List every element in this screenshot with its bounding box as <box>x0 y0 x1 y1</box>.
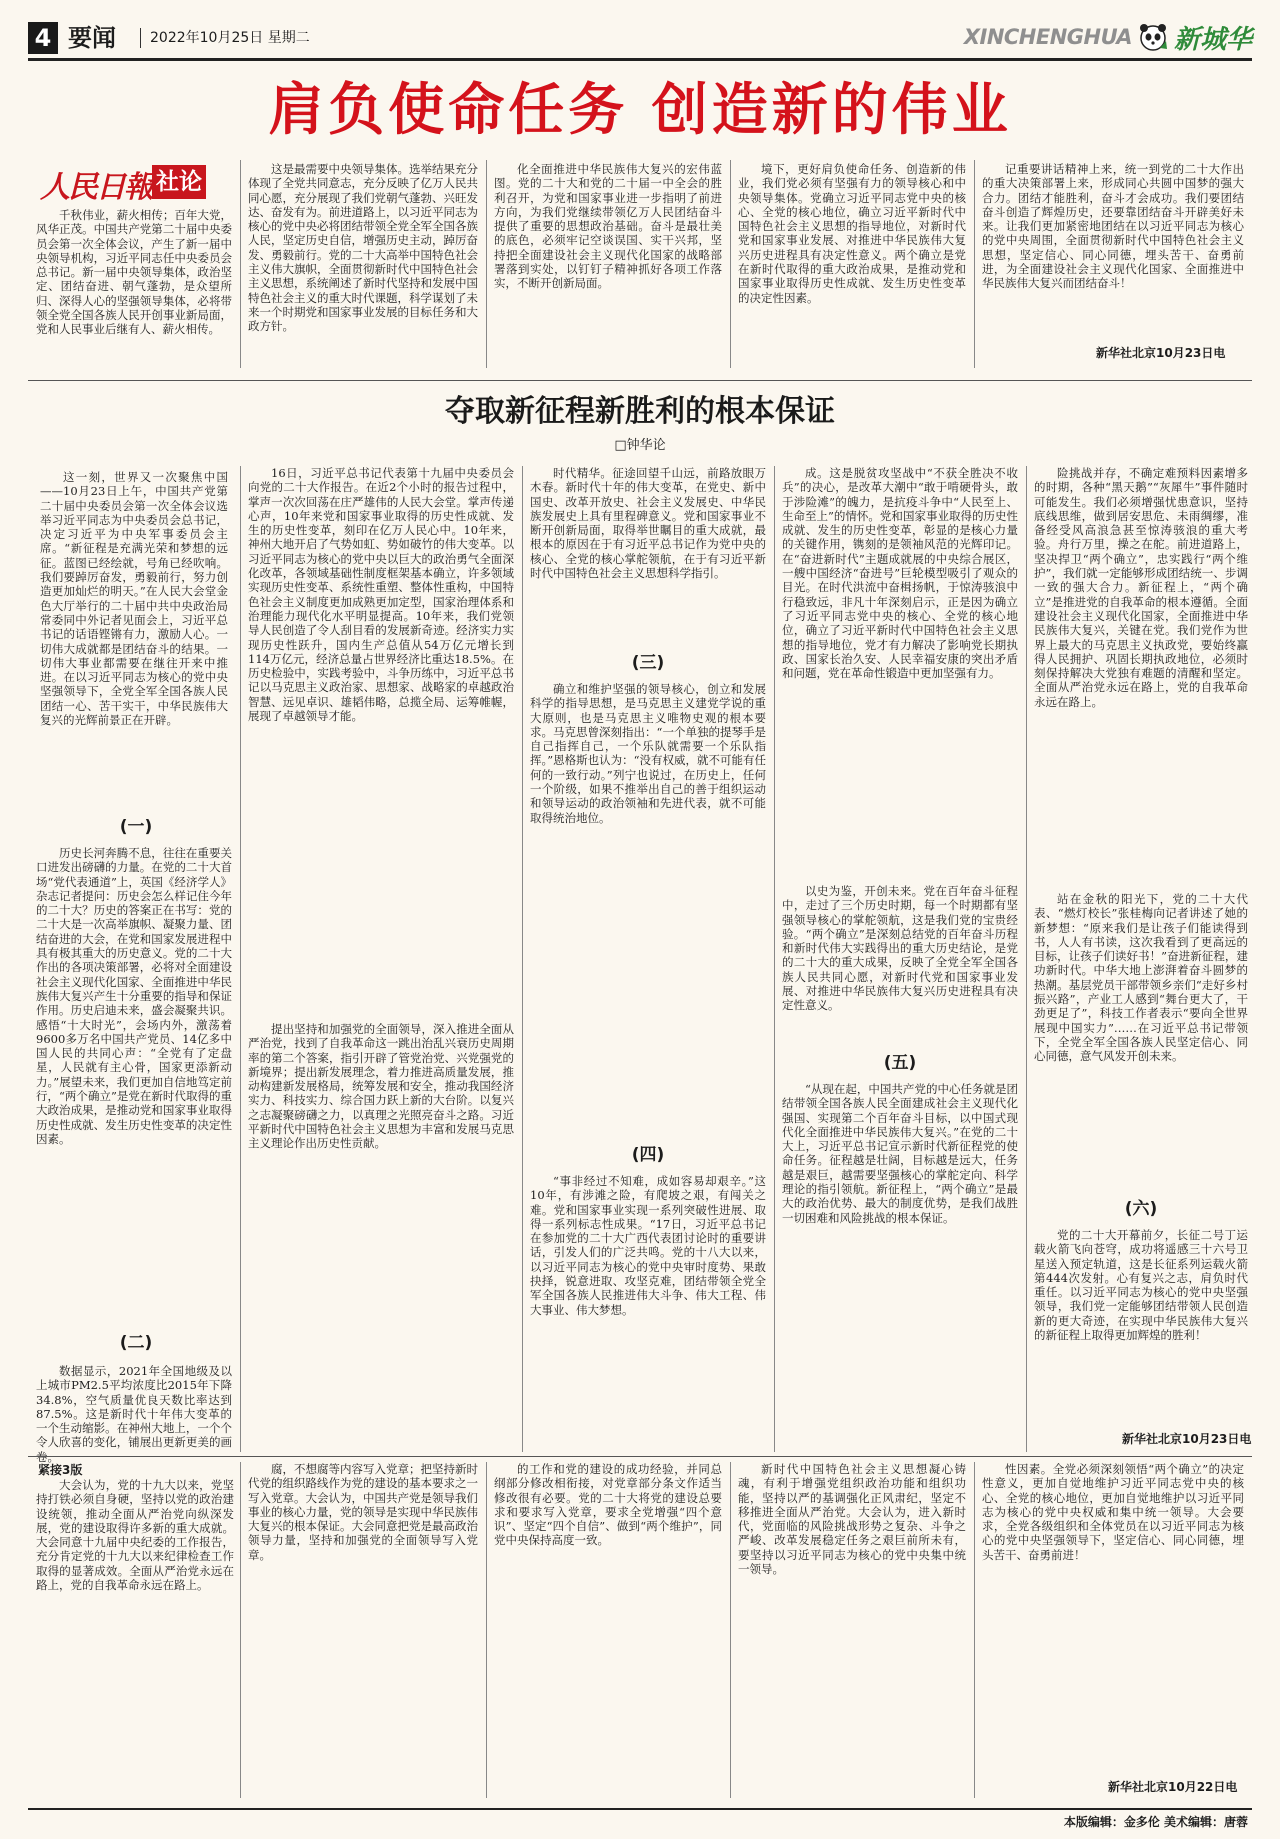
column-divider <box>774 466 775 1452</box>
continued-column-5: 性因素。全党必须深刻领悟“两个确立”的决定性意义，更加自觉地维护习近平同志党中央的核心、全党的核心地位，更加自觉地维护以习近平同志为核心的党中央权威和集中统一领导。大会要求，全党各级组织和全体党员在以习近平同志为核心的党中央坚强领导下，坚定信心、同心同德，埋头苦干、奋勇前进！ <box>982 1462 1244 1562</box>
continued-column-3: 的工作和党的建设的成功经验，并同总纲部分修改相衔接，对党章部分条文作适当修改很有必要。党的二十大将党的建设总要求和要求写入党章，要求全党增强“四个意识”、坚定“四个自信”、做到“两个维护”，同党中央保持高度一致。 <box>494 1462 722 1548</box>
commentary-intro: 这一刻，世界又一次聚焦中国——10月23日上午，中国共产党第二十届中央委员会第一次全体会议选举习近平同志为中央委员会总书记，决定习近平为中央军事委员会主席。“新征程是充满光荣和梦想的远征。蓝图已经绘就，号角已经吹响。我们要踔厉奋发，勇毅前行，努力创造更加灿烂的明天。”在人民大会堂金色大厅举行的二十届中共中央政治局常委同中外记者见面会上，习近平总书记的话语铿锵有力，激励人心。一切伟大成就都是团结奋斗的结果。一切伟大事业都需要在继往开来中推进。在以习近平同志为核心的党中央坚强领导下，全党全军全国各族人民团结一心、苦干实干，中华民族伟大复兴的光辉前景正在开辟。 <box>40 470 228 728</box>
column-divider <box>486 160 487 368</box>
logo-masthead: 人民日報 <box>40 170 152 205</box>
page-number: 4 <box>28 22 58 54</box>
footer-rule <box>28 1808 1252 1810</box>
editorial-column-2: 这是最需要中央领导集体。选举结果充分体现了全党共同意志，充分反映了亿万人民共同心愿，充分展现了我们党朝气蓬勃、兴旺发达、奋发有为。前进道路上，以习近平同志为核心的党中央必将团结带领全党全军全国各族人民，坚定历史自信，增强历史主动，踔厉奋发、勇毅前行。党的二十大高举中国特色社会主义伟大旗帜，全面贯彻新时代中国特色社会主义思想，系统阐述了新时代坚持和发展中国特色社会主义的重大时代课题，科学谋划了未来一个时期党和国家事业发展的目标任务和大政方针。 <box>248 162 478 334</box>
logo-label: 社论 <box>152 165 206 199</box>
section-heading-6: (六) <box>1124 1199 1158 1219</box>
commentary-column-4b: 以史为鉴，开创未来。党在百年奋斗征程中，走过了三个历史时期，每一个时期都有坚强领导核心的掌舵领航，这是我们党的宝贵经验。“两个确立”是深刻总结党的百年奋斗历程和新时代伟大实践得出的重大历史结论，是党的二十大的重大成果，反映了全党全军全国各族人民共同心愿，对新时代党和国家事业发展、对推进中华民族伟大复兴历史进程具有决定性意义。 <box>782 884 1018 1013</box>
column-divider <box>974 1462 975 1798</box>
column-divider <box>240 466 241 1452</box>
editorial-column-1: 千秋伟业，薪火相传；百年大党，风华正茂。中国共产党第二十届中央委员会第一次全体会议，产生了新一届中央领导机构，习近平同志任中央委员会总书记。新一届中央领导集体，政治坚定、团结奋进、朝气蓬勃，是众望所归、深得人心的坚强领导集体，必将带领全党全国各族人民开创事业新局面，党和人民事业后继有人、薪火相传。 <box>36 208 232 337</box>
commentary-column-3b: 确立和维护坚强的领导核心，创立和发展科学的指导思想，是马克思主义建党学说的重大原则，也是马克思主义唯物史观的根本要求。马克思曾深刻指出：“一个单独的提琴手是自己指挥自己，一个乐队就需要一个乐队指挥。”恩格斯也认为：“没有权威，就不可能有任何的一致行动。”列宁也说过，在历史上，任何一个阶级，如果不推举出自己的善于组织运动和领导运动的政治领袖和先进代表，就不可能取得统治地位。 <box>530 682 767 825</box>
commentary-column-4: 成。这是脱贫攻坚战中“不获全胜决不收兵”的决心，是改革大潮中“敢于啃硬骨头，敢于涉险滩”的魄力，是抗疫斗争中“人民至上、生命至上”的情怀。党和国家事业取得的历史性成就、发生的历史性变革，彰显的是核心力量的关键作用，镌刻的是领袖风范的光辉印记。在“奋进新时代”主题成就展的中央综合展区，一艘中国经济“奋进号”巨轮模型吸引了观众的目光。在时代洪流中奋楫扬帆，于惊涛骇浪中行稳致远，非凡十年深刻启示，正是因为确立了习近平同志党中央的核心、全党的核心地位，确立了习近平新时代中国特色社会主义思想的指导地位，党才有力解决了影响党长期执政、国家长治久安、人民幸福安康的突出矛盾和问题，党在革命性锻造中更加坚强有力。 <box>782 466 1018 681</box>
column-divider <box>240 160 241 368</box>
section-heading-1: (一) <box>119 817 153 837</box>
column-divider <box>240 1462 241 1798</box>
commentary-title: 夺取新征程新胜利的根本保证 <box>445 394 835 429</box>
section-heading-4: (四) <box>631 1145 665 1165</box>
header-rule <box>28 58 1252 61</box>
brand-latin-text: XINCHENGHUA <box>963 25 1132 49</box>
commentary-column-5c: 党的二十大开幕前夕，长征二号丁运载火箭飞向苍穹，成功将遥感三十六号卫星送入预定轨道，这是长征系列运载火箭第444次发射。心有复兴之志，肩负时代重任。以习近平同志为核心的党中央坚强领导，我们党一定能够团结带领人民创造新的更大奇迹，在实现中华民族伟大复兴的新征程上取得更加辉煌的胜利！ <box>1034 1228 1248 1343</box>
column-divider <box>1026 466 1027 1452</box>
commentary-column-1b: 数据显示，2021年全国地级及以上城市PM2.5平均浓度比2015年下降34.8%，空气质量优良天数比率达到87.5%。这是新时代十年伟大变革的一个生动缩影。在神州大地上，一个个令人欣喜的变化，铺展出更新更美的画 <box>36 1364 232 1450</box>
issue-date: 2022年10月25日 星期二 <box>150 30 310 46</box>
continued-signoff: 新华社北京10月22日电 <box>1108 1780 1238 1794</box>
section-heading-5: (五) <box>883 1053 917 1073</box>
editorial-column-4: 境下，更好肩负使命任务、创造新的伟业，我们党必须有坚强有力的领导核心和中央领导集体。党确立习近平同志党中央的核心、全党的核心地位，确立习近平新时代中国特色社会主义思想的指导地位，对新时代党和国家事业发展、对推进中华民族伟大复兴历史进程具有决定性意义。两个确立是党在新时代取得的重大政治成果，是推动党和国家事业取得历史性成就、发生历史性变革的决定性因素。 <box>738 162 966 305</box>
section-name: 要闻 <box>68 24 116 52</box>
column-divider <box>522 466 523 1452</box>
commentary-byline: □钟华论 <box>614 438 666 453</box>
commentary-signoff: 新华社北京10月23日电 <box>1122 1432 1252 1446</box>
commentary-column-3c: “事非经过不知难，成如容易却艰辛。”这10年，有涉滩之险，有爬坡之艰，有闯关之难。党和国家事业实现一系列突破性进展、取得一系列标志性成果。“17日，习近平总书记在参加党的二十大广西代表团讨论时的重要讲话，引发人们的广泛共鸣。党的十八大以来，以习近平同志为核心的党中央审时度势、果敢抉择，锐意进取、攻坚克难，团结带领全党全军全国各族人民推进伟大斗争、伟大工程、伟大事业、伟大梦想。 <box>530 1174 766 1317</box>
peoples-daily-editorial-logo <box>40 162 228 206</box>
continued-column-1: 大会认为，党的十九大以来，党坚持打铁必须自身硬，坚持以党的政治建设统领，推动全面从严治党向纵深发展，党的建设取得许多新的重大成就。大会同意十九届中央纪委的工作报告，充分肯定党的十九大以来纪律检查工作取得的显著成效。全面从严治党永远在路上，党的自我革命永远在路上。 <box>36 1478 234 1593</box>
commentary-column-1: 历史长河奔腾不息，往往在重要关口进发出磅礴的力量。在党的二十大首场“党代表通道”上，英国《经济学人》杂志记者提问：历史会怎么样记住今年的二十大？历史的答案正在书写：党的二十大是一次高举旗帜、凝聚力量、团结奋进的大会，在党和国家发展进程中具有极其重大的历史意义。党的二十大作出的各项决策部署，必将对全面建设社会主义现代化国家、全面推进中华民族伟大复兴产生十分重要的指导和保证作用。历史启迪未来，盛会凝聚共识。感悟“十大时光”，会场内外，激荡着9600多万名中国共产党员、14亿多中国人民的共同心声：“全党有了定盘星，人民就有主心骨，国家更添新动力。”展望未来，我们更加自信地笃定前行，“两个确立”是党在新时代取得的重大政治成果，是推动党和国家事业取得历史性成就、发生历史性变革的决定性因素。 <box>36 846 232 1146</box>
header-divider <box>140 28 141 48</box>
page-footer <box>28 1808 1252 1830</box>
column-divider <box>974 160 975 368</box>
section-rule <box>28 1456 1252 1457</box>
column-divider <box>486 1462 487 1798</box>
section-heading-2: (二) <box>119 1333 153 1353</box>
panda-icon <box>1138 22 1168 52</box>
continued-column-2: 腐，不想腐等内容写入党章；把坚持新时代党的组织路线作为党的建设的基本要求之一写入党章。大会认为，中国共产党是领导我们事业的核心力量，党的领导是实现中华民族伟大复兴的根本保证。大会同意把党是最高政治领导力量，坚持和加强党的全面领导写入党章。 <box>248 1462 478 1562</box>
editorial-signoff: 新华社北京10月23日电 <box>1096 346 1226 360</box>
commentary-column-2b: 提出坚持和加强党的全面领导，深入推进全面从严治党，找到了自我革命这一跳出治乱兴衰历史周期率的第二个答案，指引开辟了管党治党、兴党强党的新境界；提出新发展理念，着力推进高质量发展，推动构建新发展格局，统筹发展和安全，推动我国经济实力、科技实力、综合国力跃上新的大台阶。以复兴之志凝聚磅礴之力，以真理之光照亮奋斗之路。习近平新时代中国特色社会主义思想为丰富和发展马克思主义理论作出历史性贡献。 <box>248 1022 514 1151</box>
commentary-column-5b: 站在金秋的阳光下，党的二十大代表、“燃灯校长”张桂梅向记者讲述了她的新梦想：“原来我们是让孩子们能读得到书，人人有书读，这次我看到了更高远的目标，让孩子们读好书！”奋进新征程，建功新时代。中华大地上澎湃着奋斗圆梦的热潮。基层党员干部带领乡亲们“走好乡村振兴路”，产业工人感到“舞台更大了，干劲更足了”，科技工作者表示“要向全世界展现中国实力”……在习近平总书记带领下，全党全军全国各族人民坚定信心、同心同德，意气风发开创未来。 <box>1034 892 1248 1064</box>
continued-label: 紧接3版 <box>38 1463 83 1477</box>
commentary-column-5: 险挑战并存，不确定难预料因素增多的时期，各种“黑天鹅”“灰犀牛”事件随时可能发生。我们必须增强忧患意识，坚持底线思维，做到居安思危、未雨绸缪，准备经受风高浪急甚至惊涛骇浪的重大考验。舟行万里，操之在舵。前进道路上，坚决捍卫“两个确立”，忠实践行“两个维护”，我们就一定能够形成团结统一、步调一致的强大合力。新征程上，“两个确立”是推进党的自我革命的根本遵循。全面建设社会主义现代化国家，全面推进中华民族伟大复兴，关键在党。我们党作为世界上最大的马克思主义执政党，要始终赢得人民拥护、巩固长期执政地位，必须时刻保持解决大党独有难题的清醒和坚定。全面从严治党永远在路上，党的自我革命永远在路上。 <box>1034 466 1248 709</box>
commentary-column-4c: “从现在起，中国共产党的中心任务就是团结带领全国各族人民全面建成社会主义现代化强国、实现第二个百年奋斗目标，以中国式现代化全面推进中华民族伟大复兴。”在党的二十大上，习近平总书记宣示新时代新征程党的使命任务。征程越是壮阔，目标越是远大，任务越是艰巨，越需要坚强核心的掌舵定向、科学理论的指引领航。新征程上，“两个确立”是最大的政治优势、最大的制度优势，是我们战胜一切困难和风险挑战的根本保证。 <box>782 1082 1018 1225</box>
editorial-column-5: 记重要讲话精神上来，统一到党的二十大作出的重大决策部署上来，形成同心共圆中国梦的强大合力。团结才能胜利，奋斗才会成功。我们要团结奋斗创造了辉煌历史，还要靠团结奋斗开辟美好未来。让我们更加紧密地团结在以习近平同志为核心的党中央周围，全面贯彻新时代中国特色社会主义思想，坚定信心、同心同德，埋头苦干、奋勇前进，为全面建设社会主义现代化国家、全面推进中华民族伟大复兴而团结奋斗！ <box>982 162 1244 291</box>
commentary-column-2: 16日，习近平总书记代表第十九届中央委员会向党的二十大作报告。在近2个小时的报告过程中，掌声一次次回荡在庄严雄伟的人民大会堂。掌声传递心声，10年来党和国家事业取得的历史性成就、发生的历史性变革，刻印在亿万人民心中。10年来，神州大地开启了气势如虹、势如破竹的伟大变革。以习近平同志为核心的党中央以巨大的政治勇气全面深化改革，各领域基础性制度框架基本确立，许多领域实现历史性变革、系统性重塑、整体性重构，中国特色社会主义制度更加成熟更加定型，国家治理体系和治理能力现代化水平明显提高。10年来，我们党领导人民创造了令人刮目看的发展新奇迹。经济实力实现历史性跃升，国内生产总值从54万亿元增长到114万亿元，经济总量占世界经济比重达18.5%。在历史检验中，实践考验中，斗争历练中，习近平总书记以马克思主义政治家、思想家、战略家的卓越政治智慧、远见卓识、雄韬伟略，总揽全局、运筹帷幄，展现了卓越领导才能。 <box>248 466 514 724</box>
section-rule <box>28 380 1252 381</box>
column-divider <box>730 1462 731 1798</box>
brand-logo <box>964 20 1252 54</box>
editor-credits: 本版编辑：金多伦 美术编辑：唐蓉 <box>1063 1815 1248 1829</box>
section-heading-3: (三) <box>631 653 665 673</box>
editorial-column-3: 化全面推进中华民族伟大复兴的宏伟蓝图。党的二十大和党的二十届一中全会的胜利召开，为党和国家事业进一步指明了前进方向，为我们党继续带领亿万人民团结奋斗提供了重要的思想政治基础。奋斗是最壮美的底色，必须牢记空谈误国、实干兴邦，坚持把全面建设社会主义现代化国家的战略部署落到实处，以钉钉子精神抓好各项工作落实，不断开创新局面。 <box>494 162 722 291</box>
commentary-column-3: 时代精华。征途回望千山远，前路放眼万木春。新时代十年的伟大变革，在党史、新中国史、改革开放史、社会主义发展史、中华民族发展史上具有里程碑意义。党和国家事业不断开创新局面，取得举世瞩目的重大成就，最根本的原因在于有习近平总书记作为党中央的核心、全党的核心掌舵领航，在于有习近平新时代中国特色社会主义思想科学指引。 <box>530 466 766 581</box>
continued-column-4: 新时代中国特色社会主义思想凝心铸魂，有利于增强党组织政治功能和组织功能，坚持以严的基调强化正风肃纪，坚定不移推进全面从严治党。大会认为，进入新时代，党面临的风险挑战形势之复杂、斗争之严峻、改革发展稳定任务之艰巨前所未有，要坚持以习近平同志为核心的党中央集中统一领导。 <box>738 1462 966 1577</box>
column-divider <box>730 160 731 368</box>
editorial-title: 肩负使命任务 创造新的伟业 <box>268 78 1012 143</box>
brand-cn-text: 新城华 <box>1173 24 1252 55</box>
